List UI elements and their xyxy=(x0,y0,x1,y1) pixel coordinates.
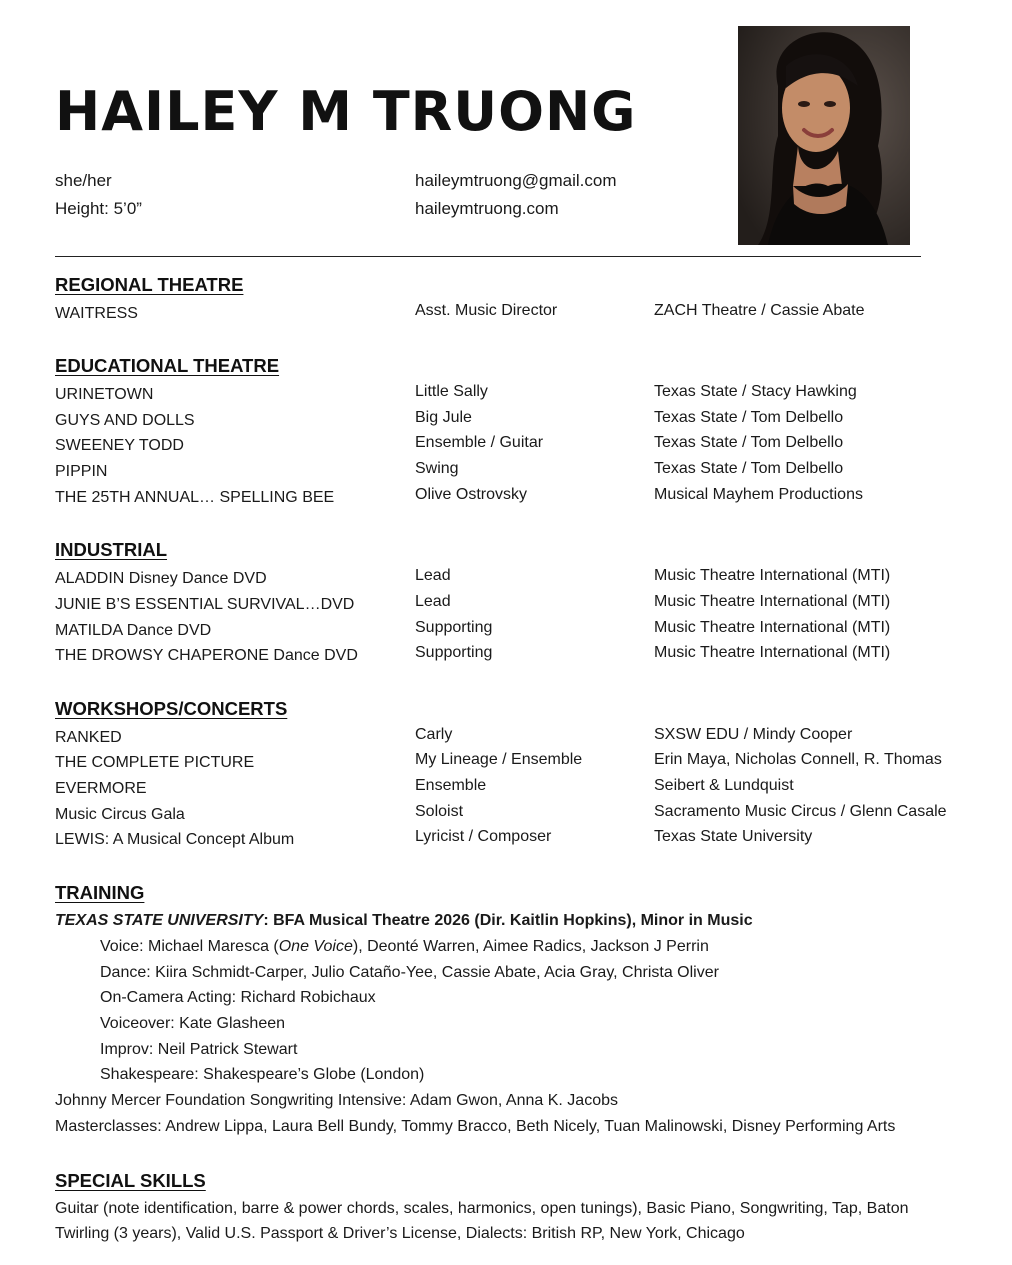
section-title-educational: EDUCATIONAL THEATRE xyxy=(55,355,280,376)
section-title-regional: REGIONAL THEATRE xyxy=(55,274,244,295)
show-title: THE 25TH ANNUAL… SPELLING BEE xyxy=(55,489,335,506)
role: Asst. Music Director xyxy=(415,302,558,319)
website: haileymtruong.com xyxy=(415,199,559,218)
credit-row xyxy=(0,593,1012,619)
height: Height: 5’0” xyxy=(55,199,142,218)
venue: Sacramento Music Circus / Glenn Casale xyxy=(654,803,947,820)
role: Lead xyxy=(415,567,451,584)
training-oncamera: On-Camera Acting: Richard Robichaux xyxy=(100,989,376,1006)
venue: Music Theatre International (MTI) xyxy=(654,593,891,610)
role: Swing xyxy=(415,460,459,477)
skills-line-2: Twirling (3 years), Valid U.S. Passport & Driver’s License, Dialects: British RP, New York, Chicago xyxy=(55,1225,745,1242)
role: Supporting xyxy=(415,619,493,636)
show-title: ALADDIN Disney Dance DVD xyxy=(55,570,267,587)
role: Lyricist / Composer xyxy=(415,828,552,845)
show-title: WAITRESS xyxy=(55,305,138,322)
role: Carly xyxy=(415,726,453,743)
venue: Seibert & Lundquist xyxy=(654,777,794,794)
venue: Music Theatre International (MTI) xyxy=(654,567,891,584)
training-school-line xyxy=(55,912,753,930)
training-mercer: Johnny Mercer Foundation Songwriting Intensive: Adam Gwon, Anna K. Jacobs xyxy=(55,1092,618,1109)
voice-studio: One Voice xyxy=(278,938,353,955)
show-title: MATILDA Dance DVD xyxy=(55,622,212,639)
training-masterclasses: Masterclasses: Andrew Lippa, Laura Bell Bundy, Tommy Bracco, Beth Nicely, Tuan Malinowski, Disney Performing Arts xyxy=(55,1118,896,1135)
credit-row xyxy=(0,644,1012,670)
school-name: TEXAS STATE UNIVERSITY xyxy=(55,912,264,929)
show-title: LEWIS: A Musical Concept Album xyxy=(55,831,295,848)
resume-name: HAILEY M TRUONG xyxy=(55,80,637,143)
training-shakespeare: Shakespeare: Shakespeare’s Globe (London) xyxy=(100,1066,425,1083)
venue: Texas State / Tom Delbello xyxy=(654,460,844,477)
role: Little Sally xyxy=(415,383,488,400)
credit-row xyxy=(0,828,1012,854)
show-title: RANKED xyxy=(55,729,122,746)
credit-row xyxy=(0,460,1012,486)
show-title: URINETOWN xyxy=(55,386,154,403)
credit-row xyxy=(0,434,1012,460)
show-title: GUYS AND DOLLS xyxy=(55,412,195,429)
role: Supporting xyxy=(415,644,493,661)
show-title: EVERMORE xyxy=(55,780,147,797)
headshot-photo xyxy=(738,26,910,245)
section-title-industrial: INDUSTRIAL xyxy=(55,539,168,560)
role: Big Jule xyxy=(415,409,472,426)
credit-row xyxy=(0,302,1012,328)
email: haileymtruong@gmail.com xyxy=(415,171,617,190)
venue: Texas State / Tom Delbello xyxy=(654,434,844,451)
role: Ensemble xyxy=(415,777,487,794)
role: Ensemble / Guitar xyxy=(415,434,544,451)
credit-row xyxy=(0,383,1012,409)
voice-teachers-b: ), Deonté Warren, Aimee Radics, Jackson J Perrin xyxy=(352,938,709,955)
venue: Music Theatre International (MTI) xyxy=(654,619,891,636)
training-dance: Dance: Kiira Schmidt-Carper, Julio Cataño-Yee, Cassie Abate, Acia Gray, Christa Oliver xyxy=(100,964,719,981)
training-voiceover: Voiceover: Kate Glasheen xyxy=(100,1015,286,1032)
section-title-skills: SPECIAL SKILLS xyxy=(55,1170,206,1191)
show-title: JUNIE B’S ESSENTIAL SURVIVAL…DVD xyxy=(55,596,355,613)
skills-line-1: Guitar (note identification, barre & power chords, scales, harmonics, open tunings), Basic Piano, Songwriting, Tap, Baton xyxy=(55,1200,909,1217)
credit-row xyxy=(0,751,1012,777)
role: Olive Ostrovsky xyxy=(415,486,528,503)
role: Lead xyxy=(415,593,451,610)
venue: Musical Mayhem Productions xyxy=(654,486,863,503)
credit-row xyxy=(0,486,1012,512)
show-title: SWEENEY TODD xyxy=(55,437,184,454)
venue: ZACH Theatre / Cassie Abate xyxy=(654,302,865,319)
headshot-photo-icon xyxy=(738,26,910,245)
personal-info xyxy=(55,167,142,223)
credit-row xyxy=(0,619,1012,645)
contact-info xyxy=(415,167,617,223)
credit-row xyxy=(0,567,1012,593)
credit-row xyxy=(0,409,1012,435)
role: My Lineage / Ensemble xyxy=(415,751,583,768)
venue: Texas State University xyxy=(654,828,813,845)
show-title: THE DROWSY CHAPERONE Dance DVD xyxy=(55,647,358,664)
show-title: THE COMPLETE PICTURE xyxy=(55,754,255,771)
venue: Texas State / Tom Delbello xyxy=(654,409,844,426)
venue: Music Theatre International (MTI) xyxy=(654,644,891,661)
show-title: Music Circus Gala xyxy=(55,806,185,823)
show-title: PIPPIN xyxy=(55,463,108,480)
training-improv: Improv: Neil Patrick Stewart xyxy=(100,1041,298,1058)
venue: Texas State / Stacy Hawking xyxy=(654,383,857,400)
role: Soloist xyxy=(415,803,464,820)
credit-row xyxy=(0,803,1012,829)
credit-row xyxy=(0,726,1012,752)
voice-teachers-a: Voice: Michael Maresca ( xyxy=(100,938,279,955)
training-voice xyxy=(100,938,709,956)
section-title-workshops: WORKSHOPS/CONCERTS xyxy=(55,698,288,719)
venue: SXSW EDU / Mindy Cooper xyxy=(654,726,853,743)
degree: : BFA Musical Theatre 2026 (Dir. Kaitlin Hopkins), Minor in Music xyxy=(263,912,753,929)
credit-row xyxy=(0,777,1012,803)
pronouns: she/her xyxy=(55,171,112,190)
venue: Erin Maya, Nicholas Connell, R. Thomas xyxy=(654,751,942,768)
section-title-training: TRAINING xyxy=(55,882,145,903)
header-divider xyxy=(55,256,921,257)
